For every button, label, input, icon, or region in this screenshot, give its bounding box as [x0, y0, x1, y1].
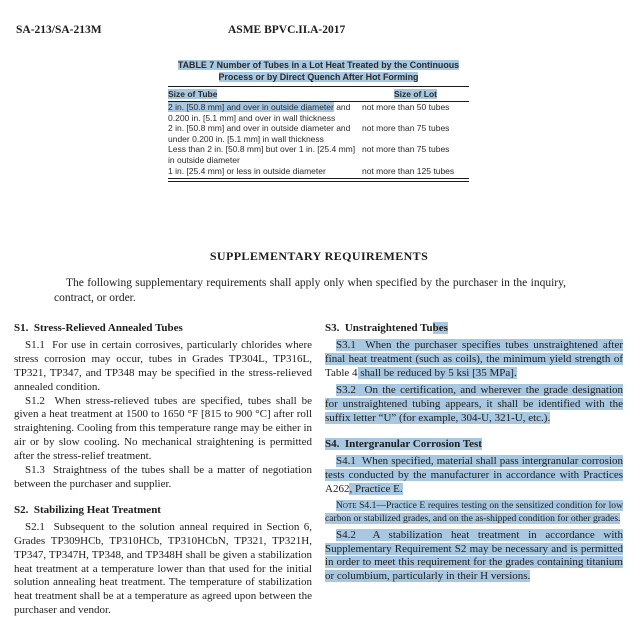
note-text: S4.1—Practice E requires testing on the sensitized condition for low carbon or stabilized grades, and on the as-shipped condition for other grades. — [325, 499, 623, 524]
lot-cell: not more than 75 tubes — [362, 144, 450, 155]
doc-code: SA-213/SA-213M — [16, 24, 102, 36]
tube-cell: 2 in. [50.8 mm] and over in outside diameter and under 0.200 in. [5.1 mm] in wall thickness — [168, 123, 351, 144]
paragraph-s2-1: S2.1 Subsequent to the solution anneal required in Section 6, Grades TP309HCb, TP310HCb, TP310HCbN, TP321, TP321H, TP347, TP347H, TP348, and TP348H shall be given a stabilization heat treatment at a temperature lower than that used for the initial solution annealing heat treatment. The temperature of stabilization heat treatment shall be at a temperature as agreed upon between the purchaser and vendor. — [14, 520, 312, 617]
table-row — [168, 123, 469, 144]
table-row — [168, 166, 469, 177]
selected-text: shall be reduced by 5 ksi [35 MPa]. — [357, 366, 517, 379]
standard-title: ASME BPVC.II.A-2017 — [228, 24, 346, 36]
paragraph-s3-1 — [325, 339, 623, 381]
selected-text — [325, 500, 623, 524]
paragraph-s1-3: S1.3 Straightness of the tubes shall be a matter of negotiation between the purchaser and supplier. — [14, 464, 312, 490]
supplementary-requirements-heading: SUPPLEMENTARY REQUIREMENTS — [209, 249, 429, 263]
selected-text: S4. Intergranular Corrosion Test — [325, 437, 482, 450]
selected-text: S4.1 When specified, material shall pass intergranular corrosion tests conducted by the manufacturer in accordance with Practices — [325, 454, 623, 481]
table-7 — [168, 60, 469, 182]
lot-cell: not more than 75 tubes — [362, 123, 450, 134]
column-header-size-of-tube-text: Size of Tube — [168, 88, 218, 99]
tube-cell-text: and 0.200 in. [5.1 mm] and over in wall thickness — [168, 102, 351, 123]
column-header-size-of-tube — [168, 89, 362, 100]
note-label: Note — [336, 499, 357, 511]
paragraph-s3-2 — [325, 384, 623, 426]
note-s4-1 — [325, 500, 623, 525]
right-column — [325, 322, 623, 618]
table-bottom-rule — [168, 178, 469, 182]
table-4-link[interactable]: Table 4 — [325, 366, 358, 379]
left-column — [14, 322, 312, 618]
table-row — [168, 144, 469, 165]
selected-text: S3.1 When the purchaser specifies tubes unstraightened after final heat treatment (such as coils), the minimum yield strength of — [325, 338, 623, 365]
paragraph-s1-1: S1.1 For use in certain corrosives, particularly chlorides where stress corrosion may occur, tubes in Grades TP304L, TP316L, TP321, TP347, and TP348 may be specified in the stress-relieved annealed condition. — [14, 338, 312, 393]
table-7-title-text: TABLE 7 Number of Tubes in a Lot Heat Treated by the Continuous Process or by Direct Quench After Hot Forming — [177, 60, 460, 82]
selected-text: S4.2 A stabilization heat treatment in accordance with Supplementary Requirement S2 may be necessary and is permitted in order to meet this requirement for the grades containing titanium or columbium, particularly in their H versions. — [325, 528, 623, 583]
supplementary-intro: The following supplementary requirements shall apply only when specified by the purchaser in the inquiry, contract, or order. — [54, 277, 566, 304]
lot-cell: not more than 50 tubes — [362, 102, 450, 113]
tube-cell: 1 in. [25.4 mm] or less in outside diameter — [168, 165, 326, 176]
selected-text: bes — [432, 322, 448, 334]
a262-link[interactable]: A262 — [325, 482, 350, 495]
section-s1-heading: S1. Stress-Relieved Annealed Tubes — [14, 322, 183, 334]
column-header-size-of-lot — [362, 89, 469, 100]
selected-text: S3.2 On the certification, and wherever the grade designation for unstraightened tubing appears, it shall be identified with the suffix letter “U” (for example, 304-U, 321-U, etc.). — [325, 384, 623, 424]
section-s3-heading-text: S3. Unstraightened Tu — [325, 322, 433, 334]
paragraph-s1-2: S1.2 When stress-relieved tubes are specified, tubes shall be given a heat treatment at 1500 to 1650 °F [815 to 900 °C] after roll straightening. Cooling from this temperature range may be either in air or by slow cooling. No mechanical straightening is permitted after the stress-relief treatment. — [14, 394, 312, 463]
lot-cell: not more than 125 tubes — [362, 165, 455, 176]
tube-cell: Less than 2 in. [50.8 mm] but over 1 in. [25.4 mm] in outside diameter — [168, 144, 356, 166]
table-header-row — [168, 87, 469, 101]
column-header-size-of-lot-text: Size of Lot — [394, 88, 437, 99]
paragraph-s4-2 — [325, 529, 623, 585]
running-header — [16, 24, 622, 40]
selected-text: , Practice E. — [349, 482, 403, 495]
section-s3-heading — [325, 322, 623, 336]
table-7-title — [168, 60, 469, 83]
table-row — [168, 102, 469, 123]
selected-text: 2 in. [50.8 mm] and over in outside diameter — [168, 102, 334, 113]
section-s2-heading: S2. Stabilizing Heat Treatment — [14, 503, 161, 516]
section-s4-heading — [325, 438, 623, 452]
tube-cell — [168, 102, 362, 123]
two-column-body — [14, 322, 624, 618]
paragraph-s4-1 — [325, 455, 623, 497]
